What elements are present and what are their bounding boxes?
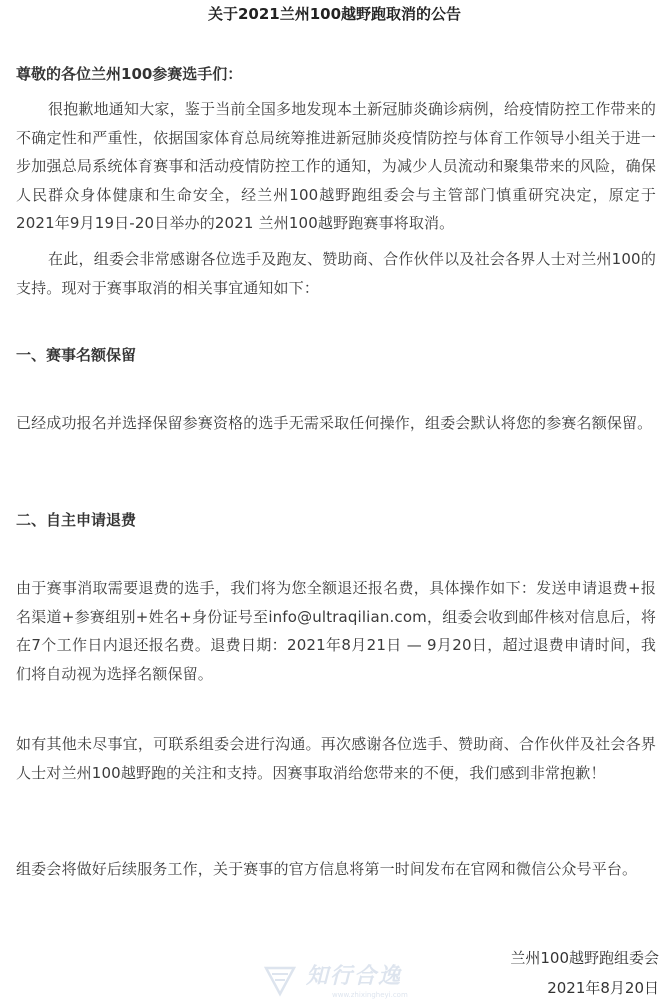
intro-paragraph-2: 在此，组委会非常感谢各位选手及跑友、赞助商、合作伙伴以及社会各界人士对兰州100的支持。现对于赛事取消的相关事宜通知如下： [16,250,656,297]
watermark-url: www.zhixingheyi.com [332,991,408,999]
section-2-heading: 二、自主申请退费 [16,511,137,529]
closing-paragraph-1: 如有其他未尽事宜，可联系组委会进行沟通。再次感谢各位选手、赞助商、合作伙伴及社会各界人士对兰州100越野跑的关注和支持。因赛事取消给您带来的不便，我们感到非常抱歉！ [16,735,656,782]
watermark-text: 知行合逸 [306,964,403,989]
intro-paragraph-1: 很抱歉地通知大家，鉴于当前全国多地发现本土新冠肺炎确诊病例，给疫情防控工作带来的不确定性和严重性，依据国家体育总局统筹推进新冠肺炎疫情防控与体育工作领导小组关于进一步加强总局系统体育赛事和活动疫情防控工作的通知，为减少人员流动和聚集带来的风险，确保人民群众身体健康和生命安全，经兰州100越野跑组委会与主管部门慎重研究决定，原定于2021年9月19日-20日举办的2021 兰州100越野跑赛事将取消。 [16,100,656,232]
closing-paragraph-2: 组委会将做好后续服务工作，关于赛事的官方信息将第一时间发布在官网和微信公众号平台。 [16,860,638,878]
section-1-heading: 一、赛事名额保留 [16,346,137,364]
watermark [262,962,452,1002]
section-1-body: 已经成功报名并选择保留参赛资格的选手无需采取任何操作，组委会默认将您的参赛名额保留。 [16,414,653,432]
signature-date: 2021年8月20日 [547,979,659,997]
signature-organization: 兰州100越野跑组委会 [510,949,659,967]
greeting: 尊敬的各位兰州100参赛选手们： [16,65,243,83]
page-title: 关于2021兰州100越野跑取消的公告 [207,5,462,23]
section-2-body: 由于赛事消取需要退费的选手，我们将为您全额退还报名费，具体操作如下：发送申请退费+报名渠道+参赛组别+姓名+身份证号至info@ultraqilian.com，组委会收到邮件核对信息后，将在7个工作日内退还报名费。退费日期：2021年8月21日 — 9月20日，超过退费申请时间，我们将自动视为选择名额保留。 [16,579,656,683]
watermark-logo-icon [262,964,298,998]
